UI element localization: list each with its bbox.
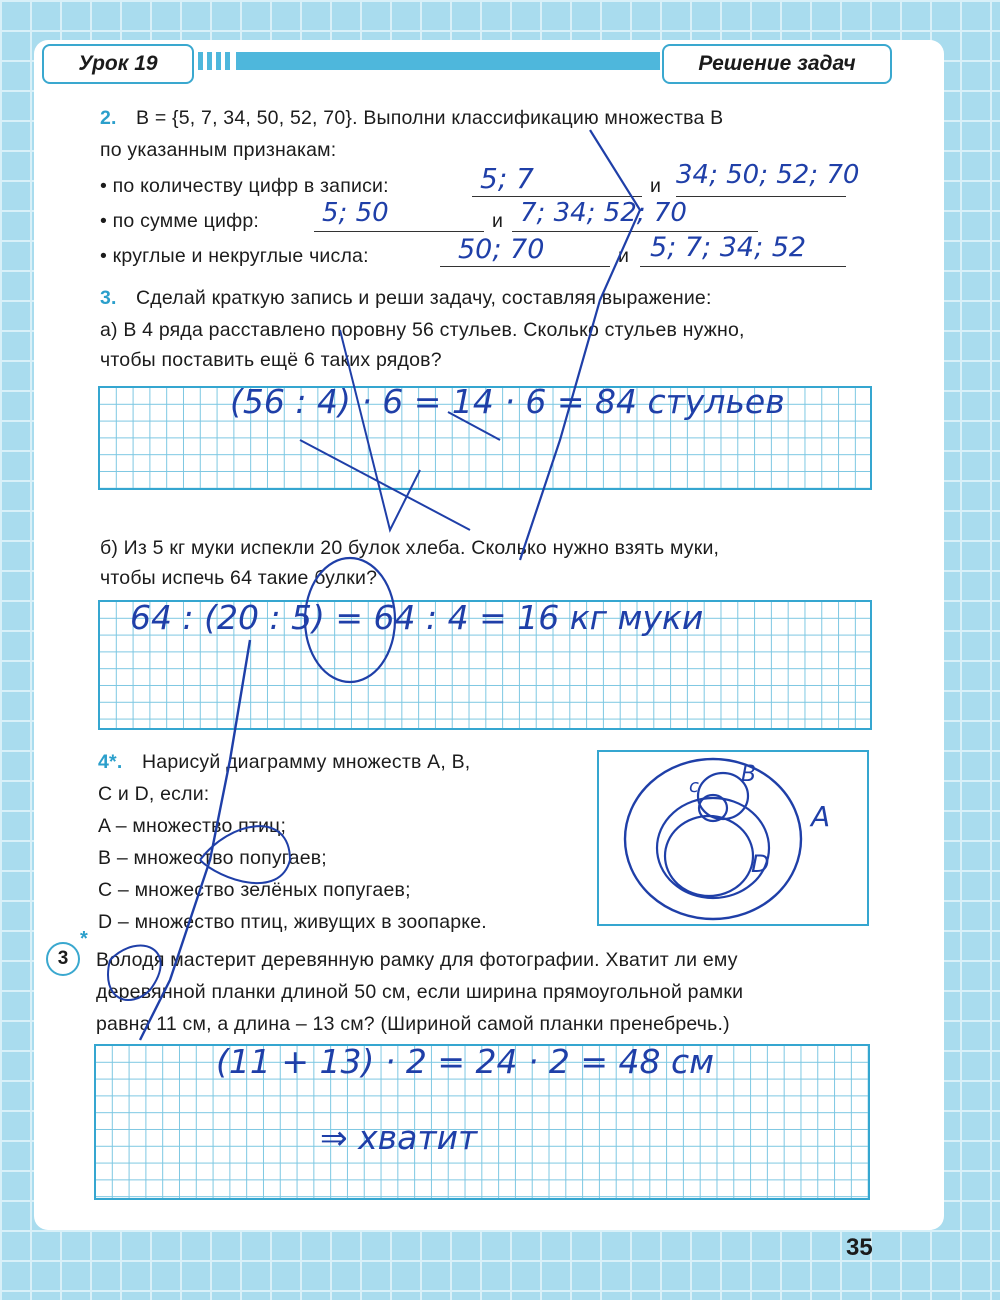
task-badge: 3 (46, 942, 80, 976)
task-number: 4*. (98, 751, 123, 773)
handwritten-conclusion: ⇒ хватит (320, 1118, 478, 1157)
handwritten-solution: (11 + 13) · 2 = 24 · 2 = 48 см (216, 1042, 715, 1081)
criterion-label: • круглые и некруглые числа: (100, 245, 369, 267)
handwritten-solution: 64 : (20 : 5) = 64 : 4 = 16 кг муки (130, 598, 704, 637)
task-text: а) В 4 ряда расставлено поровну 56 стульев. Сколько стульев нужно, (100, 319, 745, 341)
task-text: Нарисуй диаграмму множеств A, B, (142, 751, 471, 773)
diagram-label-a: A (811, 800, 831, 833)
task-text: чтобы поставить ещё 6 таких рядов? (100, 349, 442, 371)
task-text: C и D, если: (98, 783, 210, 805)
handwritten-answer: 50; 70 (458, 234, 545, 265)
handwritten-answer: 5; 50 (322, 198, 389, 228)
handwritten-answer: 7; 34; 52; 70 (520, 198, 687, 228)
task-text: по указанным признакам: (100, 139, 337, 161)
topic-badge: Решение задач (662, 44, 892, 84)
page-number: 35 (846, 1234, 873, 1261)
task-text: Сделай краткую запись и реши задачу, составляя выражение: (136, 287, 712, 309)
task-text: B = {5, 7, 34, 50, 52, 70}. Выполни классификацию множества B (136, 107, 724, 129)
task-text: D – множество птиц, живущих в зоопарке. (98, 911, 487, 933)
task-number: 2. (100, 107, 117, 129)
diagram-label-b: B (741, 762, 757, 787)
task-text: деревянной планки длиной 50 см, если ширина прямоугольной рамки (96, 981, 744, 1003)
task-text: Володя мастерит деревянную рамку для фотографии. Хватит ли ему (96, 949, 738, 971)
criterion-label: • по сумме цифр: (100, 210, 259, 232)
lesson-badge: Урок 19 (42, 44, 194, 84)
star-icon: * (80, 928, 88, 950)
task-text: B – множество попугаев; (98, 847, 327, 869)
task-text: C – множество зелёных попугаев; (98, 879, 411, 901)
handwritten-answer: 5; 7 (480, 162, 534, 195)
and-word: и (492, 210, 504, 232)
diagram-label-d: D (751, 850, 770, 878)
task-text: б) Из 5 кг муки испекли 20 булок хлеба. Сколько нужно взять муки, (100, 537, 720, 559)
handwritten-solution: (56 : 4) · 6 = 14 · 6 = 84 стульев (230, 382, 785, 421)
criterion-label: • по количеству цифр в записи: (100, 175, 389, 197)
handwritten-answer: 5; 7; 34; 52 (650, 232, 807, 263)
task-text: равна 11 см, а длина – 13 см? (Шириной самой планки пренебречь.) (96, 1013, 730, 1035)
task-text: чтобы испечь 64 такие булки? (100, 567, 378, 589)
and-word: и (650, 175, 662, 197)
diagram-label-c: c (689, 776, 699, 797)
handwritten-answer: 34; 50; 52; 70 (676, 160, 860, 190)
task-text: A – множество птиц; (98, 815, 287, 837)
and-word: и (618, 245, 630, 267)
task-number: 3. (100, 287, 117, 309)
